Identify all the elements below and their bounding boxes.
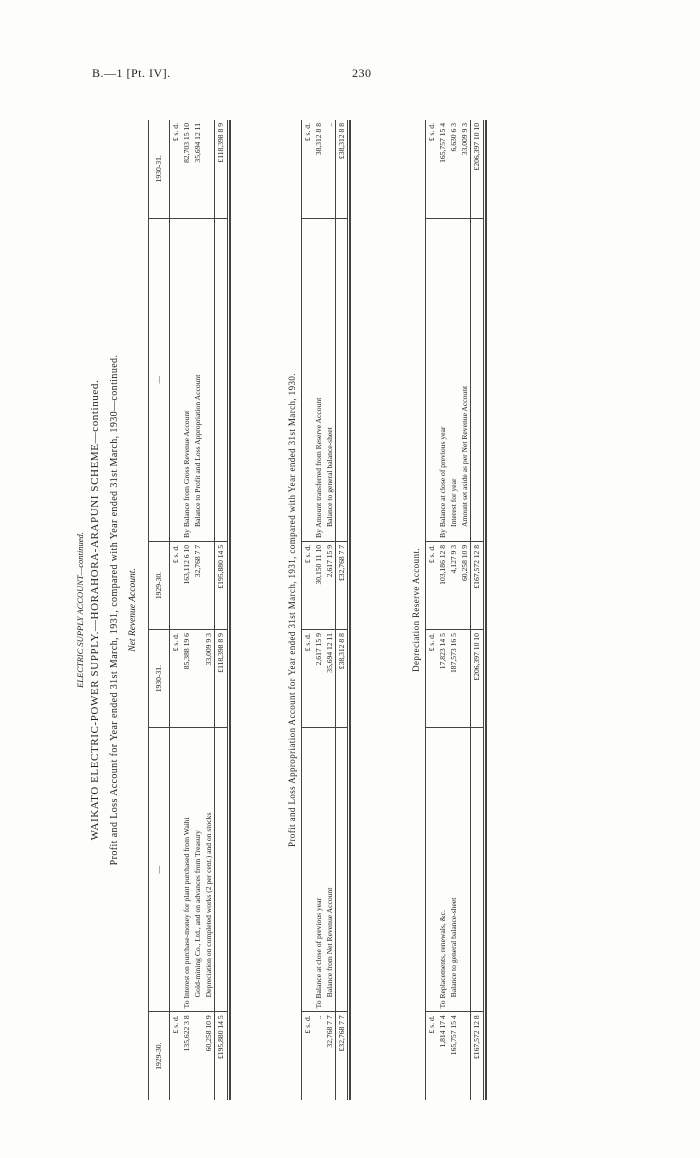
amount-cell: .. — [324, 120, 336, 218]
total-cell: £38,312 8 8 — [335, 630, 348, 728]
currency-units: £ s. d. — [170, 630, 182, 728]
amount-cell: 35,694 12 11 — [324, 630, 336, 728]
entry-text: To Balance at close of previous year — [313, 728, 324, 1012]
entry-text: Gold-mining Co., Ltd., and on advances from Treasury — [192, 728, 203, 1012]
entry-text: Depreciation on completed works (2 per cent.) and on stocks — [203, 728, 215, 1012]
column-header: 1930-31. — [149, 630, 170, 728]
currency-units: £ s. d. — [171, 1015, 180, 1034]
total-cell: £206,397 10 10 — [471, 120, 484, 218]
total-cell: £32,768 7 7 — [335, 1012, 348, 1100]
entry-text: Balance to general balance-sheet — [324, 218, 336, 541]
column-header: — — [149, 218, 170, 541]
amount-cell: 33,009 9 3 — [459, 120, 471, 218]
units-row — [170, 120, 182, 1100]
currency-units: £ s. d. — [302, 630, 313, 728]
amount-cell: 165,757 15 4 — [449, 1015, 459, 1056]
column-header: 1930-31. — [149, 120, 170, 218]
units-row — [302, 120, 313, 1100]
amount-cell: 2,617 15 9 — [313, 630, 324, 728]
amount-cell: 6,630 6 3 — [448, 120, 459, 218]
currency-units: £ s. d. — [170, 541, 182, 629]
table-row — [448, 120, 459, 1100]
amount-cell: 2,617 15 9 — [324, 541, 336, 629]
entry-text: By Amount transferred from Reserve Account — [313, 218, 324, 541]
net-revenue-title: Net Revenue Account. — [128, 568, 138, 652]
entry-text: Balance from Net Revenue Account — [324, 728, 336, 1012]
amount-cell: 60,258 10 9 — [204, 1015, 214, 1052]
column-header: — — [149, 728, 170, 1012]
entry-text: To Interest on purchase-money for plant purchased from Waihi — [181, 728, 192, 1012]
currency-units: £ s. d. — [426, 630, 437, 728]
total-cell: £167,572 12 8 — [471, 541, 484, 629]
amount-cell: 103,186 12 8 — [437, 541, 448, 629]
units-row — [426, 120, 437, 1100]
currency-units: £ s. d. — [302, 120, 313, 218]
amount-cell: 60,258 10 9 — [459, 541, 471, 629]
entry-text: By Balance at close of previous year — [437, 218, 448, 541]
account-heading: ELECTRIC SUPPLY ACCOUNT—continued. — [75, 532, 85, 688]
amount-cell: 165,757 15 4 — [437, 120, 448, 218]
amount-cell: .. — [313, 1015, 323, 1020]
entry-text: Interest for year — [448, 218, 459, 541]
amount-cell: 33,009 9 3 — [203, 630, 215, 728]
table-row — [324, 120, 336, 1100]
amount-cell: 17,823 14 5 — [437, 630, 448, 728]
entry-text: By Balance from Gross Revenue Account — [181, 218, 192, 541]
total-cell: £32,768 7 7 — [335, 541, 348, 629]
amount-cell: 32,768 7 7 — [192, 541, 203, 629]
column-header: 1929-30. — [149, 541, 170, 629]
table-row — [459, 120, 471, 1100]
total-cell: £118,398 8 9 — [215, 120, 228, 218]
amount-cell: 163,112 6 10 — [181, 541, 192, 629]
currency-units: £ s. d. — [426, 1015, 436, 1034]
appropriation-table — [301, 120, 351, 1100]
total-cell: £206,397 10 10 — [471, 630, 484, 728]
total-row — [471, 120, 484, 1100]
amount-cell: 135,622 3 8 — [182, 1015, 192, 1052]
rotated-page-content — [75, 120, 675, 1100]
net-revenue-table — [148, 120, 231, 1100]
table-row — [203, 120, 215, 1100]
amount-cell: 187,573 16 5 — [448, 630, 459, 728]
page-number: 230 — [352, 66, 372, 80]
amount-cell: 1,814 17 4 — [438, 1015, 448, 1048]
entry-text: To Replacements, renewals, &c. — [437, 728, 448, 1012]
entry-text: Balance to general balance-sheet — [448, 728, 459, 1012]
entry-text: Amount set aside as per Net Revenue Account — [459, 218, 471, 541]
total-cell: £118,398 8 9 — [215, 630, 228, 728]
report-reference: B.—1 [Pt. IV]. — [92, 66, 171, 80]
amount-cell — [192, 630, 203, 728]
table-row — [192, 120, 203, 1100]
amount-cell: 35,694 12 11 — [192, 120, 203, 218]
column-header: 1929-30. — [149, 1012, 170, 1100]
depreciation-title: Depreciation Reserve Account. — [410, 548, 421, 672]
currency-units: £ s. d. — [426, 541, 437, 629]
amount-cell: 85,388 19 6 — [181, 630, 192, 728]
currency-units: £ s. d. — [302, 541, 313, 629]
amount-cell: 38,312 8 8 — [313, 120, 324, 218]
depreciation-table — [425, 120, 487, 1100]
total-cell: £167,572 12 8 — [471, 1012, 484, 1100]
appropriation-title: Profit and Loss Appropriation Account for Year ended 31st March, 1931, compared with Year ended 31st March, 1930. — [286, 373, 297, 847]
amount-cell: 30,150 11 10 — [313, 541, 324, 629]
table-row — [181, 120, 192, 1100]
entry-text: Balance to Profit and Loss Appropriation Account — [192, 218, 203, 541]
currency-units: £ s. d. — [302, 1015, 312, 1034]
amount-cell: 82,703 15 10 — [181, 120, 192, 218]
table-row — [437, 120, 448, 1100]
amount-cell — [192, 1012, 203, 1100]
currency-units: £ s. d. — [170, 120, 182, 218]
total-row — [215, 120, 228, 1100]
table-header-row — [149, 120, 170, 1100]
table-row — [313, 120, 324, 1100]
total-cell: £195,880 14 5 — [215, 541, 228, 629]
total-row — [335, 120, 348, 1100]
amount-cell: 32,768 7 7 — [324, 1015, 334, 1048]
profit-loss-title: Profit and Loss Account for Year ended 31st March, 1931, compared with Year ended 31st March, 1930—continued. — [109, 354, 120, 866]
total-cell: £38,312 8 8 — [335, 120, 348, 218]
currency-units: £ s. d. — [426, 120, 437, 218]
scheme-title: WAIKATO ELECTRIC-POWER SUPPLY.—HORAHORA-ARAPUNI SCHEME—continued. — [89, 379, 101, 841]
total-cell: £195,880 14 5 — [215, 1012, 228, 1100]
amount-cell: 4,127 9 3 — [448, 541, 459, 629]
